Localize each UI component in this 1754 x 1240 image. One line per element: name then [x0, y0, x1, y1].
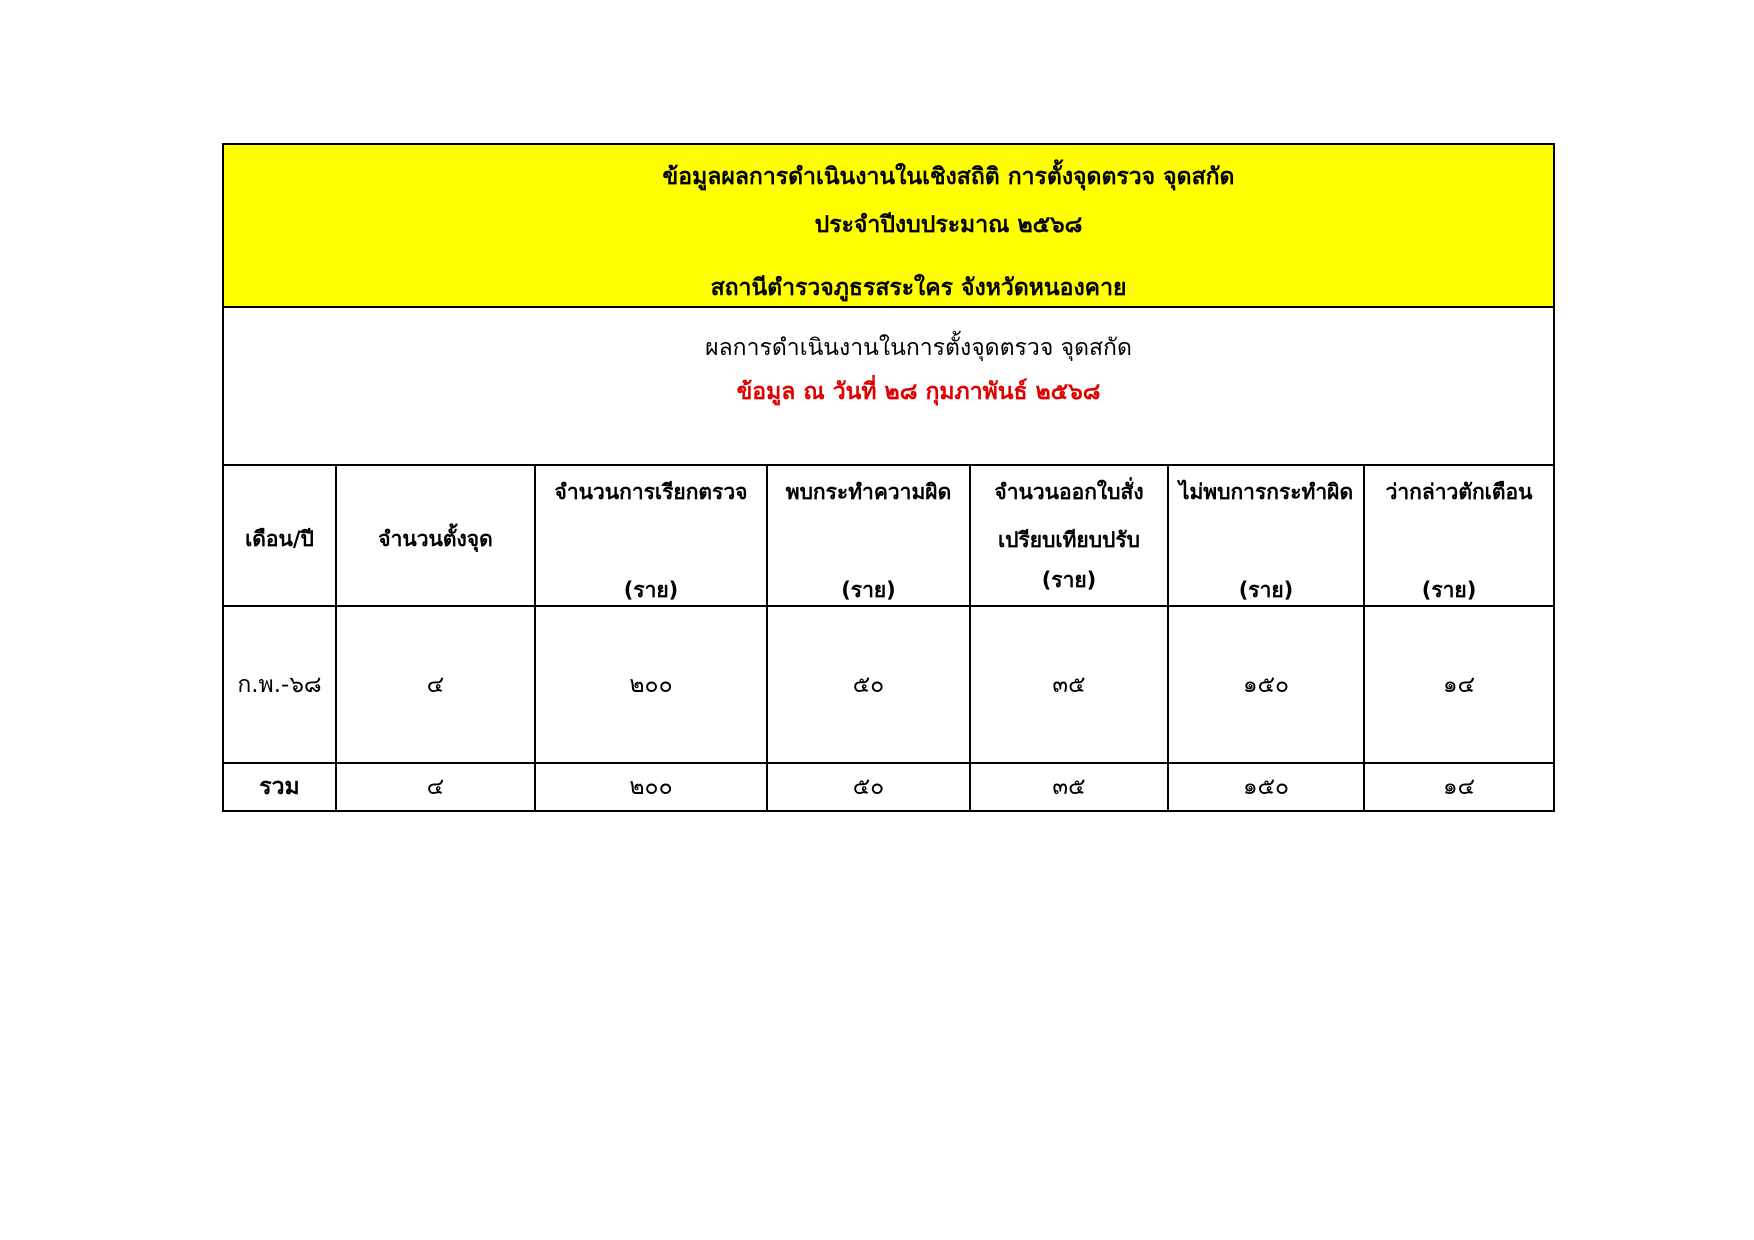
cell-no-violation: ๑๕๐ [1168, 606, 1364, 763]
fiscal-year: ประจำปีงบประมาณ ๒๕๖๘ [814, 212, 1083, 238]
total-warnings: ๑๔ [1364, 763, 1554, 811]
header-warnings [1364, 465, 1554, 606]
header-stops-unit: (ราย) [623, 578, 679, 602]
total-fines: ๓๕ [970, 763, 1168, 811]
header-no-violation-unit: (ราย) [1238, 578, 1294, 602]
header-fines-label-1: จำนวนออกใบสั่ง [994, 480, 1144, 504]
total-row [223, 763, 1554, 811]
header-fines-unit: (ราย) [1041, 568, 1097, 592]
report-title-block [223, 144, 1554, 307]
header-no-violation-label: ไม่พบการกระทำผิด [1178, 480, 1354, 504]
table-row [223, 606, 1554, 763]
header-checkpoints-label: จำนวนตั้งจุด [378, 527, 493, 551]
statistics-table [222, 143, 1555, 812]
cell-warnings: ๑๔ [1364, 606, 1554, 763]
total-violations: ๕๐ [767, 763, 970, 811]
header-stops-label: จำนวนการเรียกตรวจ [554, 480, 748, 504]
header-stops [535, 465, 767, 606]
report-subtitle: ผลการดำเนินงานในการตั้งจุดตรวจ จุดสกัด [705, 335, 1132, 361]
total-checkpoints: ๔ [336, 763, 535, 811]
header-month [223, 465, 336, 606]
cell-violations: ๕๐ [767, 606, 970, 763]
header-checkpoints [336, 465, 535, 606]
cell-month: ก.พ.-๖๘ [223, 606, 336, 763]
data-as-of-date: ข้อมูล ณ วันที่ ๒๘ กุมภาพันธ์ ๒๕๖๘ [736, 379, 1101, 405]
report-subtitle-block [223, 307, 1554, 465]
total-label: รวม [223, 763, 336, 811]
header-month-label: เดือน/ปี [245, 527, 314, 551]
cell-fines: ๓๕ [970, 606, 1168, 763]
header-warnings-label: ว่ากล่าวตักเตือน [1385, 480, 1533, 504]
header-fines-label-2: เปรียบเทียบปรับ [997, 528, 1141, 552]
header-warnings-unit: (ราย) [1421, 578, 1477, 602]
report-table-container [222, 143, 1553, 812]
header-violations-label: พบกระทำความผิด [785, 480, 952, 504]
report-title: ข้อมูลผลการดำเนินงานในเชิงสถิติ การตั้งจุดตรวจ จุดสกัด [662, 164, 1235, 190]
cell-checkpoints: ๔ [336, 606, 535, 763]
header-fines [970, 465, 1168, 606]
total-no-violation: ๑๕๐ [1168, 763, 1364, 811]
station-name: สถานีตำรวจภูธรสระใคร จังหวัดหนองคาย [710, 275, 1127, 301]
cell-stops: ๒๐๐ [535, 606, 767, 763]
header-no-violation [1168, 465, 1364, 606]
header-violations-unit: (ราย) [841, 578, 896, 602]
total-stops: ๒๐๐ [535, 763, 767, 811]
header-violations [767, 465, 970, 606]
